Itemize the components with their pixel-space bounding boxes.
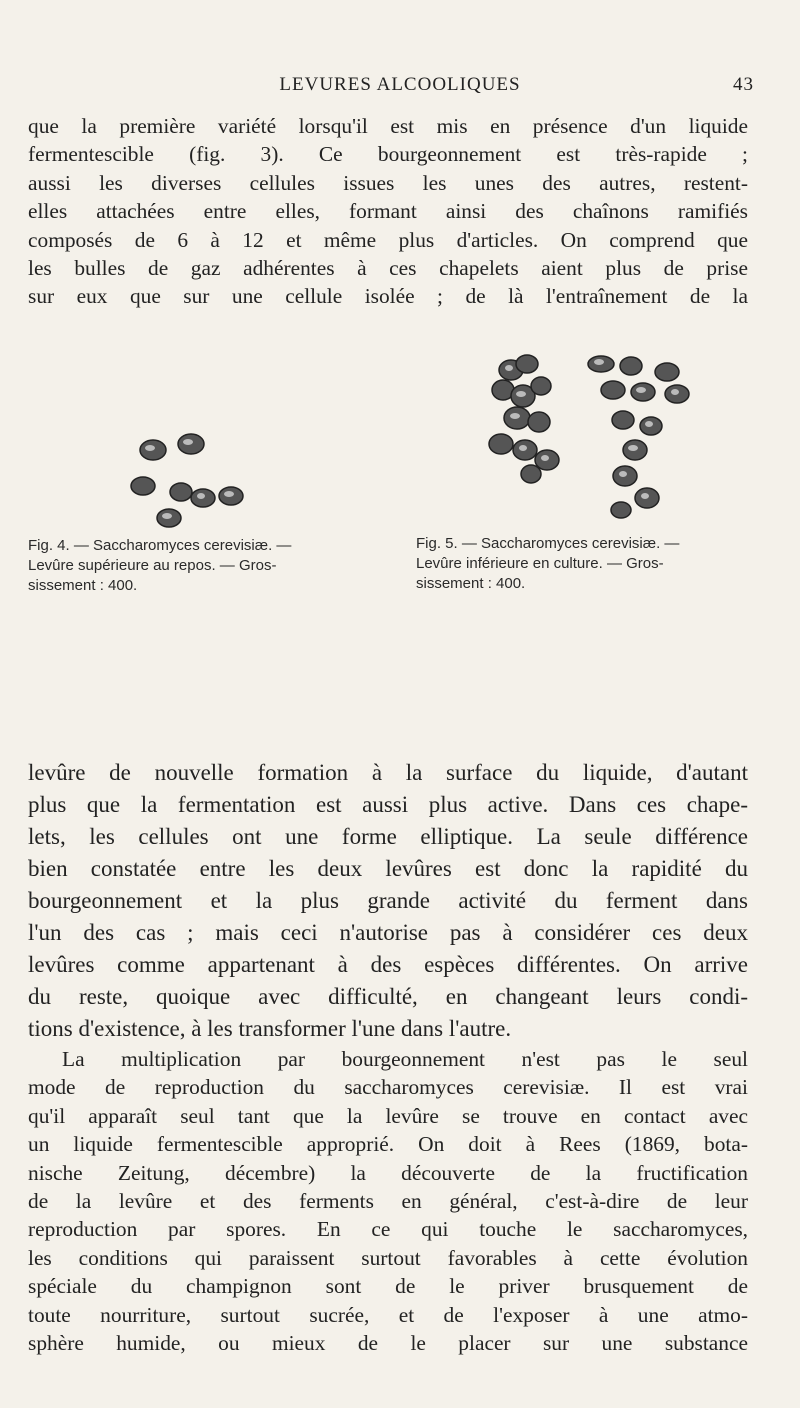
text-line: composés de 6 à 12 et même plus d'articles. On comprend que xyxy=(28,227,748,252)
figure-5 xyxy=(416,350,766,594)
caption-line: Fig. 5. — Saccharomyces cerevisiæ. — xyxy=(416,535,680,552)
text-line: les bulles de gaz adhérentes à ces chapelets aient plus de prise xyxy=(28,256,748,281)
caption-line: sissement : 400. xyxy=(416,575,526,592)
text-line: bourgeonnement et la plus grande activité du ferment dans xyxy=(28,888,748,913)
paragraph-3 xyxy=(28,1045,748,1357)
text-line: fermentescible (fig. 3). Ce bourgeonnement est très-rapide ; xyxy=(28,142,748,167)
text-line: de la levûre et des ferments en général, c'est-à-dire de leur xyxy=(28,1189,748,1214)
text-line: levûre de nouvelle formation à la surface du liquide, d'autant xyxy=(28,760,748,785)
text-line: spéciale du champignon sont de le priver brusquement de xyxy=(28,1274,748,1299)
text-line: du reste, quoique avec difficulté, en changeant leurs condi- xyxy=(28,984,748,1009)
text-line: les conditions qui paraissent surtout favorables à cette évolution xyxy=(28,1245,748,1270)
caption-line: Fig. 4. — Saccharomyces cerevisiæ. — xyxy=(28,537,292,554)
text-line: un liquide fermentescible approprié. On doit à Rees (1869, bota- xyxy=(28,1132,748,1157)
yeast-cells-illustration xyxy=(123,430,253,530)
text-line: toute nourriture, surtout sucrée, et de l'exposer à une atmo- xyxy=(28,1302,748,1327)
text-line: nische Zeitung, décembre) la découverte de la fructification xyxy=(28,1160,748,1185)
text-line: plus que la fermentation est aussi plus active. Dans ces chape- xyxy=(28,792,748,817)
text-line: que la première variété lorsqu'il est mis en présence d'un liquide xyxy=(28,114,748,138)
figure-4 xyxy=(28,430,348,596)
text-line: La multiplication par bourgeonnement n'est pas le seul xyxy=(62,1047,748,1071)
text-line: aussi les diverses cellules issues les unes des autres, restent- xyxy=(28,170,748,195)
paragraph-2 xyxy=(28,757,748,1045)
text-line: l'un des cas ; mais ceci n'autorise pas à considérer ces deux xyxy=(28,920,748,945)
running-title: LEVURES ALCOOLIQUES xyxy=(279,74,521,95)
text-line: levûres comme appartenant à des espèces différentes. On arrive xyxy=(28,952,748,977)
figure-5-caption xyxy=(416,534,766,594)
caption-line: sissement : 400. xyxy=(28,577,138,594)
text-line: mode de reproduction du saccharomyces cerevisiæ. Il est vrai xyxy=(28,1075,748,1100)
caption-line: Levûre inférieure en culture. — Gros- xyxy=(416,555,664,572)
text-line: lets, les cellules ont une forme elliptique. La seule différence xyxy=(28,824,748,849)
yeast-chains-illustration xyxy=(481,350,701,530)
figure-4-caption xyxy=(28,536,348,596)
text-line: elles attachées entre elles, formant ainsi des chaînons ramifiés xyxy=(28,199,748,224)
paragraph-1 xyxy=(28,112,748,311)
page-number: 43 xyxy=(733,74,754,95)
text-line: tions d'existence, à les transformer l'une dans l'autre. xyxy=(28,1016,512,1041)
text-line: reproduction par spores. En ce qui touche le saccharomyces, xyxy=(28,1217,748,1242)
text-line: sur eux que sur une cellule isolée ; de là l'entraînement de la xyxy=(28,284,748,309)
running-head xyxy=(0,74,800,104)
text-line: bien constatée entre les deux levûres est donc la rapidité du xyxy=(28,856,748,881)
text-line: sphère humide, ou mieux de le placer sur une substance xyxy=(28,1331,748,1356)
text-line: qu'il apparaît seul tant que la levûre se trouve en contact avec xyxy=(28,1103,748,1128)
caption-line: Levûre supérieure au repos. — Gros- xyxy=(28,557,277,574)
